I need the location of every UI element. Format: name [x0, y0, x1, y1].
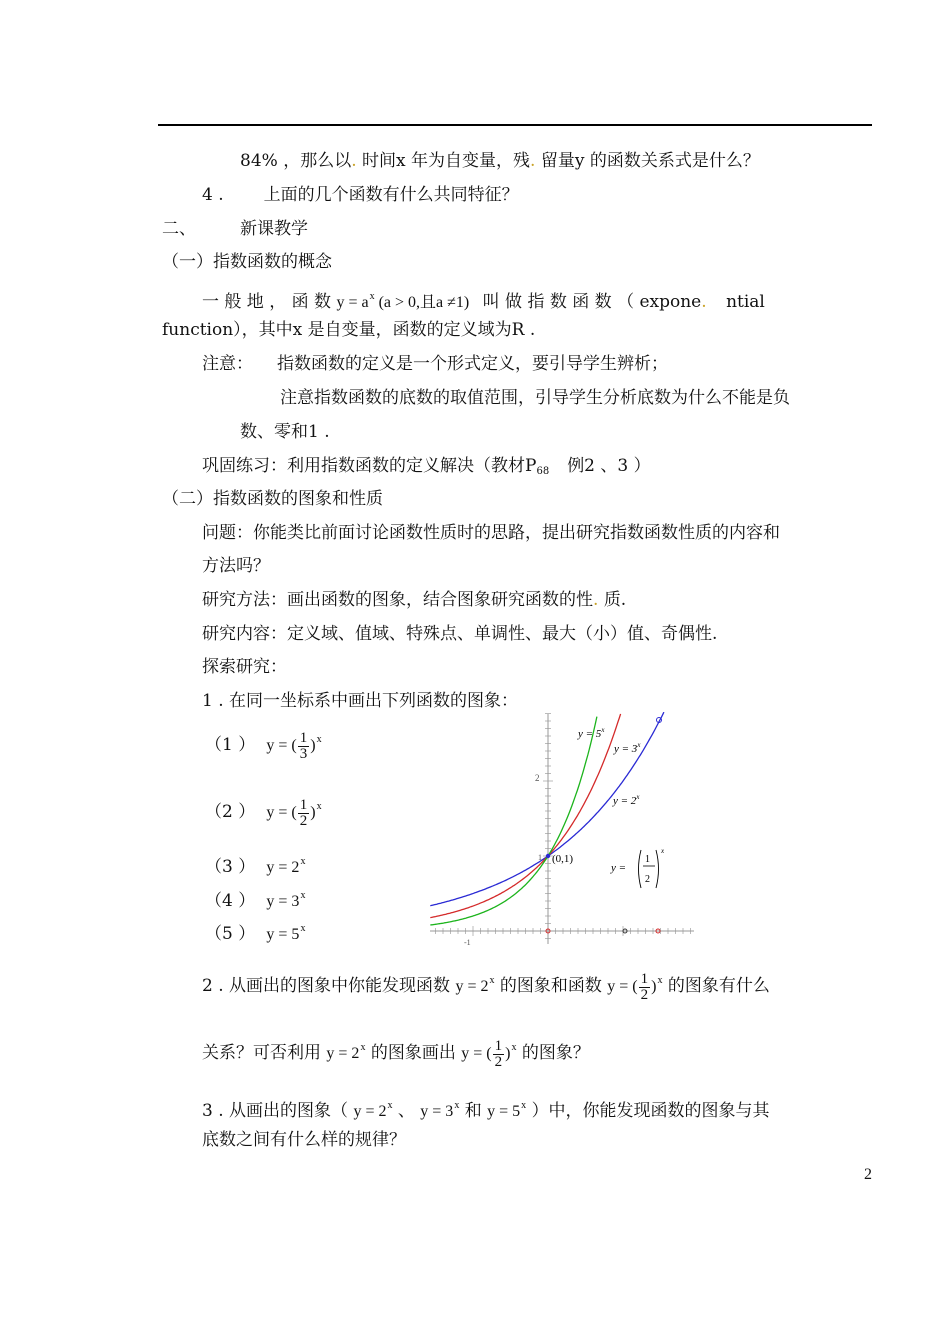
section-heading: 二、 新课教学: [162, 219, 308, 239]
tick-label-1: 1: [538, 853, 542, 862]
task-3-line-2: 底数之间有什么样的规律？: [202, 1130, 406, 1150]
point-label: (0,1): [552, 853, 574, 865]
curve-base-3: [430, 714, 620, 918]
subsection-heading-2: （二）指数函数的图象和性质: [162, 489, 383, 509]
definition-line-1: 一 般 地 ， 函 数 $y = a^x$ (a > 0,且a ≠1) 叫 做 指 数 函 数 （ expone. ntial: [202, 291, 765, 312]
task-2-line-1: 2 . 从画出的图象中你能发现函数 $y = 2^x$ 的图象和函数 y = ( $\frac{1}{2}$ )$^x$ 的图象有什么: [202, 970, 770, 1003]
function-item-1: （1 ） y = ( $\frac{1}{3}$ )$^x$: [205, 729, 322, 762]
note-line-1: 注意： 指数函数的定义是一个形式定义，要引导学生辨析；: [202, 354, 668, 374]
exponential-graph: [430, 712, 696, 948]
practice-line: 巩固练习：利用指数函数的定义解决（教材$P_{68}$ 例2 、3 ）: [202, 456, 651, 477]
svg-text:1: 1: [645, 854, 650, 865]
label-y-half: [610, 847, 665, 888]
label-y5: $y = 5^x$: [578, 726, 605, 740]
curve-base-2: [430, 712, 664, 906]
content-line: 研究内容：定义域、值域、特殊点、单调性、最大（小）值、奇偶性.: [202, 624, 718, 644]
question-line-1: 问题：你能类比前面讨论函数性质时的思路，提出研究指数函数性质的内容和: [202, 523, 780, 543]
header-rule: [158, 124, 872, 126]
task-1-line: 1 . 在同一坐标系中画出下列函数的图象：: [202, 691, 519, 711]
label-y3: $y = 3^x$: [614, 741, 641, 755]
function-item-4: （4 ） $y = 3^x$: [205, 890, 306, 911]
point-0-1: [546, 854, 550, 858]
tick-label-minus-1: -1: [464, 938, 471, 947]
subsection-heading-1: （一）指数函数的概念: [162, 252, 332, 272]
tick-label-2: 2: [535, 773, 540, 783]
function-item-3: （3 ） $y = 2^x$: [205, 856, 306, 877]
definition-line-2: function），其中x 是自变量，函数的定义域为R .: [162, 320, 536, 340]
function-item-5: （5 ） $y = 5^x$: [205, 923, 306, 944]
note-line-3: 数、零和1 .: [240, 422, 330, 442]
svg-text:x: x: [661, 847, 665, 855]
explore-line: 探索研究：: [202, 657, 287, 677]
task-2-line-2: 关系？可否利用 $y = 2^x$ 的图象画出 y = ( $\frac{1}{2}$ )$^x$ 的图象？: [202, 1037, 590, 1070]
method-line: 研究方法：画出函数的图象，结合图象研究函数的性. 质.: [202, 590, 627, 610]
page-number: 2: [864, 1166, 872, 1183]
label-y2: $y = 2^x$: [613, 793, 640, 807]
question-line-2: 方法吗？: [202, 556, 270, 576]
curve-base-5: [430, 717, 597, 925]
function-item-2: （2 ） y = ( $\frac{1}{2}$ )$^x$: [205, 796, 322, 829]
text-line-1: 84% ，那么以. 时间x 年为自变量，残. 留量y 的函数关系式是什么？: [240, 151, 760, 171]
svg-text:2: 2: [645, 874, 650, 885]
question-4: 4 . 上面的几个函数有什么共同特征？: [202, 185, 519, 205]
svg-text:y =: y =: [611, 862, 627, 874]
task-3-line-1: 3 . 从画出的图象（ $y = 2^x$ 、 $y = 3^x$ 和 $y = 5^x$ ）中，你能发现函数的图象与其: [202, 1100, 770, 1121]
note-line-2: 注意指数函数的底数的取值范围，引导学生分析底数为什么不能是负: [280, 388, 790, 408]
